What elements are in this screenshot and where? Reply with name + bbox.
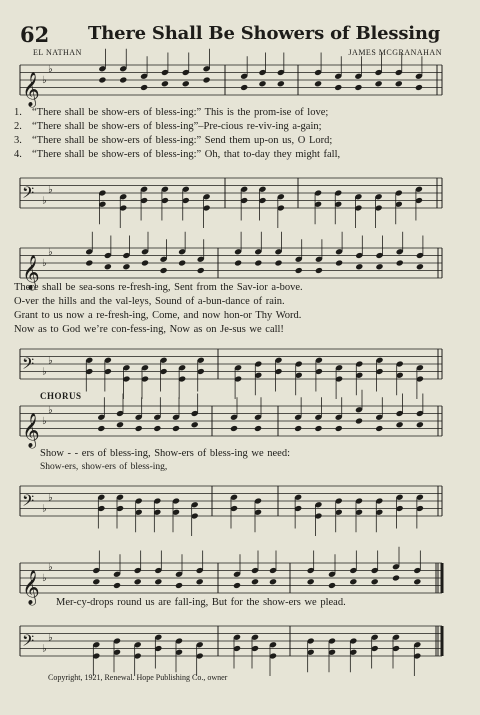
treble-clef-icon: 𝄞: [22, 413, 40, 448]
bass-clef-icon: 𝄢: [22, 183, 35, 206]
note-head: [191, 421, 199, 428]
note-head: [274, 259, 282, 266]
lyric-text: Show - - ers of bless-ing, Show-ers of bless-ing we need:: [40, 448, 290, 459]
lyric-line-1-3: [14, 135, 428, 146]
note-head: [349, 578, 357, 585]
note-head: [196, 578, 204, 585]
flat-sign-icon: ♭: [42, 503, 47, 515]
flat-sign-icon: ♭: [48, 561, 53, 573]
note-head: [140, 84, 148, 91]
note-head: [334, 84, 342, 91]
note-head: [178, 259, 186, 266]
note-head: [234, 259, 242, 266]
flat-sign-icon: ♭: [42, 643, 47, 655]
copyright-owner: Hope Publishing Co., owner: [136, 673, 228, 682]
lyric-line-2-2: [14, 296, 428, 307]
note-head: [415, 84, 423, 91]
treble-staff-system-1: [0, 57, 460, 109]
lyric-line-1-2: [14, 121, 428, 132]
note-head: [135, 425, 143, 432]
treble-clef-icon: 𝄞: [22, 255, 40, 290]
copyright-notice: [48, 673, 227, 682]
note-head: [277, 80, 285, 87]
bass-staff-system-1: [0, 170, 460, 222]
flat-sign-icon: ♭: [42, 416, 47, 427]
flat-sign-icon: ♭: [48, 404, 53, 416]
note-head: [251, 578, 259, 585]
note-head: [203, 76, 211, 83]
lyric-text: “There shall be show-ers of bless-ing”–Pre-cious re-viv-ing a-gain;: [32, 121, 322, 132]
treble-staff-system-3: [0, 398, 460, 450]
note-head: [392, 574, 400, 581]
note-head: [254, 425, 262, 432]
verse-number: 2.: [14, 121, 22, 132]
note-head: [269, 578, 277, 585]
verse-number: 3.: [14, 135, 22, 146]
chorus-label: CHORUS: [40, 391, 82, 401]
lyric-line-4-1: [56, 597, 470, 608]
bass-clef-icon: 𝄢: [22, 491, 35, 514]
note-head: [413, 578, 421, 585]
note-head: [307, 578, 315, 585]
flat-sign-icon: ♭: [48, 246, 53, 258]
bass-staff-system-4: [0, 618, 460, 670]
composer-credit: JAMES MCGRANAHAN: [348, 48, 442, 57]
note-head: [335, 425, 343, 432]
lyric-line-2-4: [14, 324, 428, 335]
note-head: [113, 582, 121, 589]
bass-clef-icon: 𝄢: [22, 631, 35, 654]
flat-sign-icon: ♭: [42, 573, 47, 584]
lyric-line-1-1: [14, 107, 428, 118]
lyric-text: Show-ers, show-ers of bless-ing,: [40, 462, 168, 472]
note-head: [197, 267, 205, 274]
bass-staff-system-2: [0, 341, 460, 393]
note-head: [314, 80, 322, 87]
flat-sign-icon: ♭: [48, 63, 53, 75]
note-head: [375, 80, 383, 87]
note-head: [122, 263, 130, 270]
lyric-text: “There shall be show-ers of bless-ing:” Send them up-on us, O Lord;: [32, 135, 333, 146]
note-head: [328, 582, 336, 589]
note-head: [416, 263, 424, 270]
note-head: [92, 578, 100, 585]
note-head: [354, 84, 362, 91]
note-head: [258, 80, 266, 87]
note-head: [371, 578, 379, 585]
lyric-text: There shall be sea-sons re-fresh-ing, Sent from the Sav-ior a-bove.: [14, 282, 303, 293]
note-head: [295, 267, 303, 274]
flat-sign-icon: ♭: [48, 355, 53, 367]
note-head: [314, 425, 322, 432]
note-head: [182, 80, 190, 87]
flat-sign-icon: ♭: [48, 492, 53, 504]
note-head: [240, 84, 248, 91]
note-head: [396, 421, 404, 428]
lyric-line-2-3: [14, 310, 428, 321]
flat-sign-icon: ♭: [48, 632, 53, 644]
note-head: [233, 582, 241, 589]
note-head: [116, 421, 124, 428]
note-head: [119, 76, 127, 83]
author-credit: EL NATHAN: [33, 48, 82, 57]
note-head: [396, 259, 404, 266]
flat-sign-icon: ♭: [42, 258, 47, 269]
note-head: [355, 417, 363, 424]
lyric-text: O-ver the hills and the val-leys, Sound of a-bun-dance of rain.: [14, 296, 285, 307]
note-head: [416, 421, 424, 428]
bass-staff-system-3: [0, 478, 460, 530]
note-head: [335, 259, 343, 266]
verse-number: 1.: [14, 107, 22, 118]
note-head: [395, 80, 403, 87]
verse-number: 4.: [14, 149, 22, 160]
lyric-text: “There shall be show-ers of bless-ing:” This is the prom-ise of love;: [32, 107, 329, 118]
copyright-text: Copyright, 1921, Renewal.: [48, 673, 135, 682]
flat-sign-icon: ♭: [48, 184, 53, 196]
lyric-line-3-1: [40, 448, 430, 459]
hymn-header: [20, 22, 470, 48]
note-head: [98, 76, 106, 83]
note-head: [254, 259, 262, 266]
note-head: [315, 267, 323, 274]
note-head: [172, 425, 180, 432]
lyric-line-1-4: [14, 149, 428, 160]
note-head: [104, 263, 112, 270]
note-head: [175, 582, 183, 589]
note-head: [160, 267, 168, 274]
hymn-number: 62: [20, 22, 50, 47]
hymn-title: There Shall Be Showers of Blessing: [88, 23, 441, 44]
lyric-text: Now as to God we’re con-fess-ing, Now as on Je-sus we call!: [14, 324, 284, 335]
note-head: [161, 80, 169, 87]
note-head: [97, 425, 105, 432]
note-head: [294, 425, 302, 432]
lyric-text: “There shall be show-ers of bless-ing:” Oh, that to-day they might fall,: [32, 149, 341, 160]
note-head: [154, 578, 162, 585]
flat-sign-icon: ♭: [42, 75, 47, 86]
lyric-line-2-1: [14, 282, 428, 293]
bass-clef-icon: 𝄢: [22, 354, 35, 377]
note-head: [230, 425, 238, 432]
flat-sign-icon: ♭: [42, 195, 47, 207]
note-head: [355, 263, 363, 270]
treble-clef-icon: 𝄞: [22, 72, 40, 107]
lyric-text: Grant to us now a re-fresh-ing, Come, and now hon-or Thy Word.: [14, 310, 302, 321]
note-head: [141, 259, 149, 266]
note-head: [375, 425, 383, 432]
lyric-line-3-2: [40, 462, 454, 472]
lyric-text: Mer-cy-drops round us are fall-ing, But for the show-ers we plead.: [56, 597, 346, 608]
note-head: [134, 578, 142, 585]
treble-clef-icon: 𝄞: [22, 570, 40, 605]
flat-sign-icon: ♭: [42, 366, 47, 378]
note-head: [153, 425, 161, 432]
note-head: [85, 259, 93, 266]
note-head: [375, 263, 383, 270]
